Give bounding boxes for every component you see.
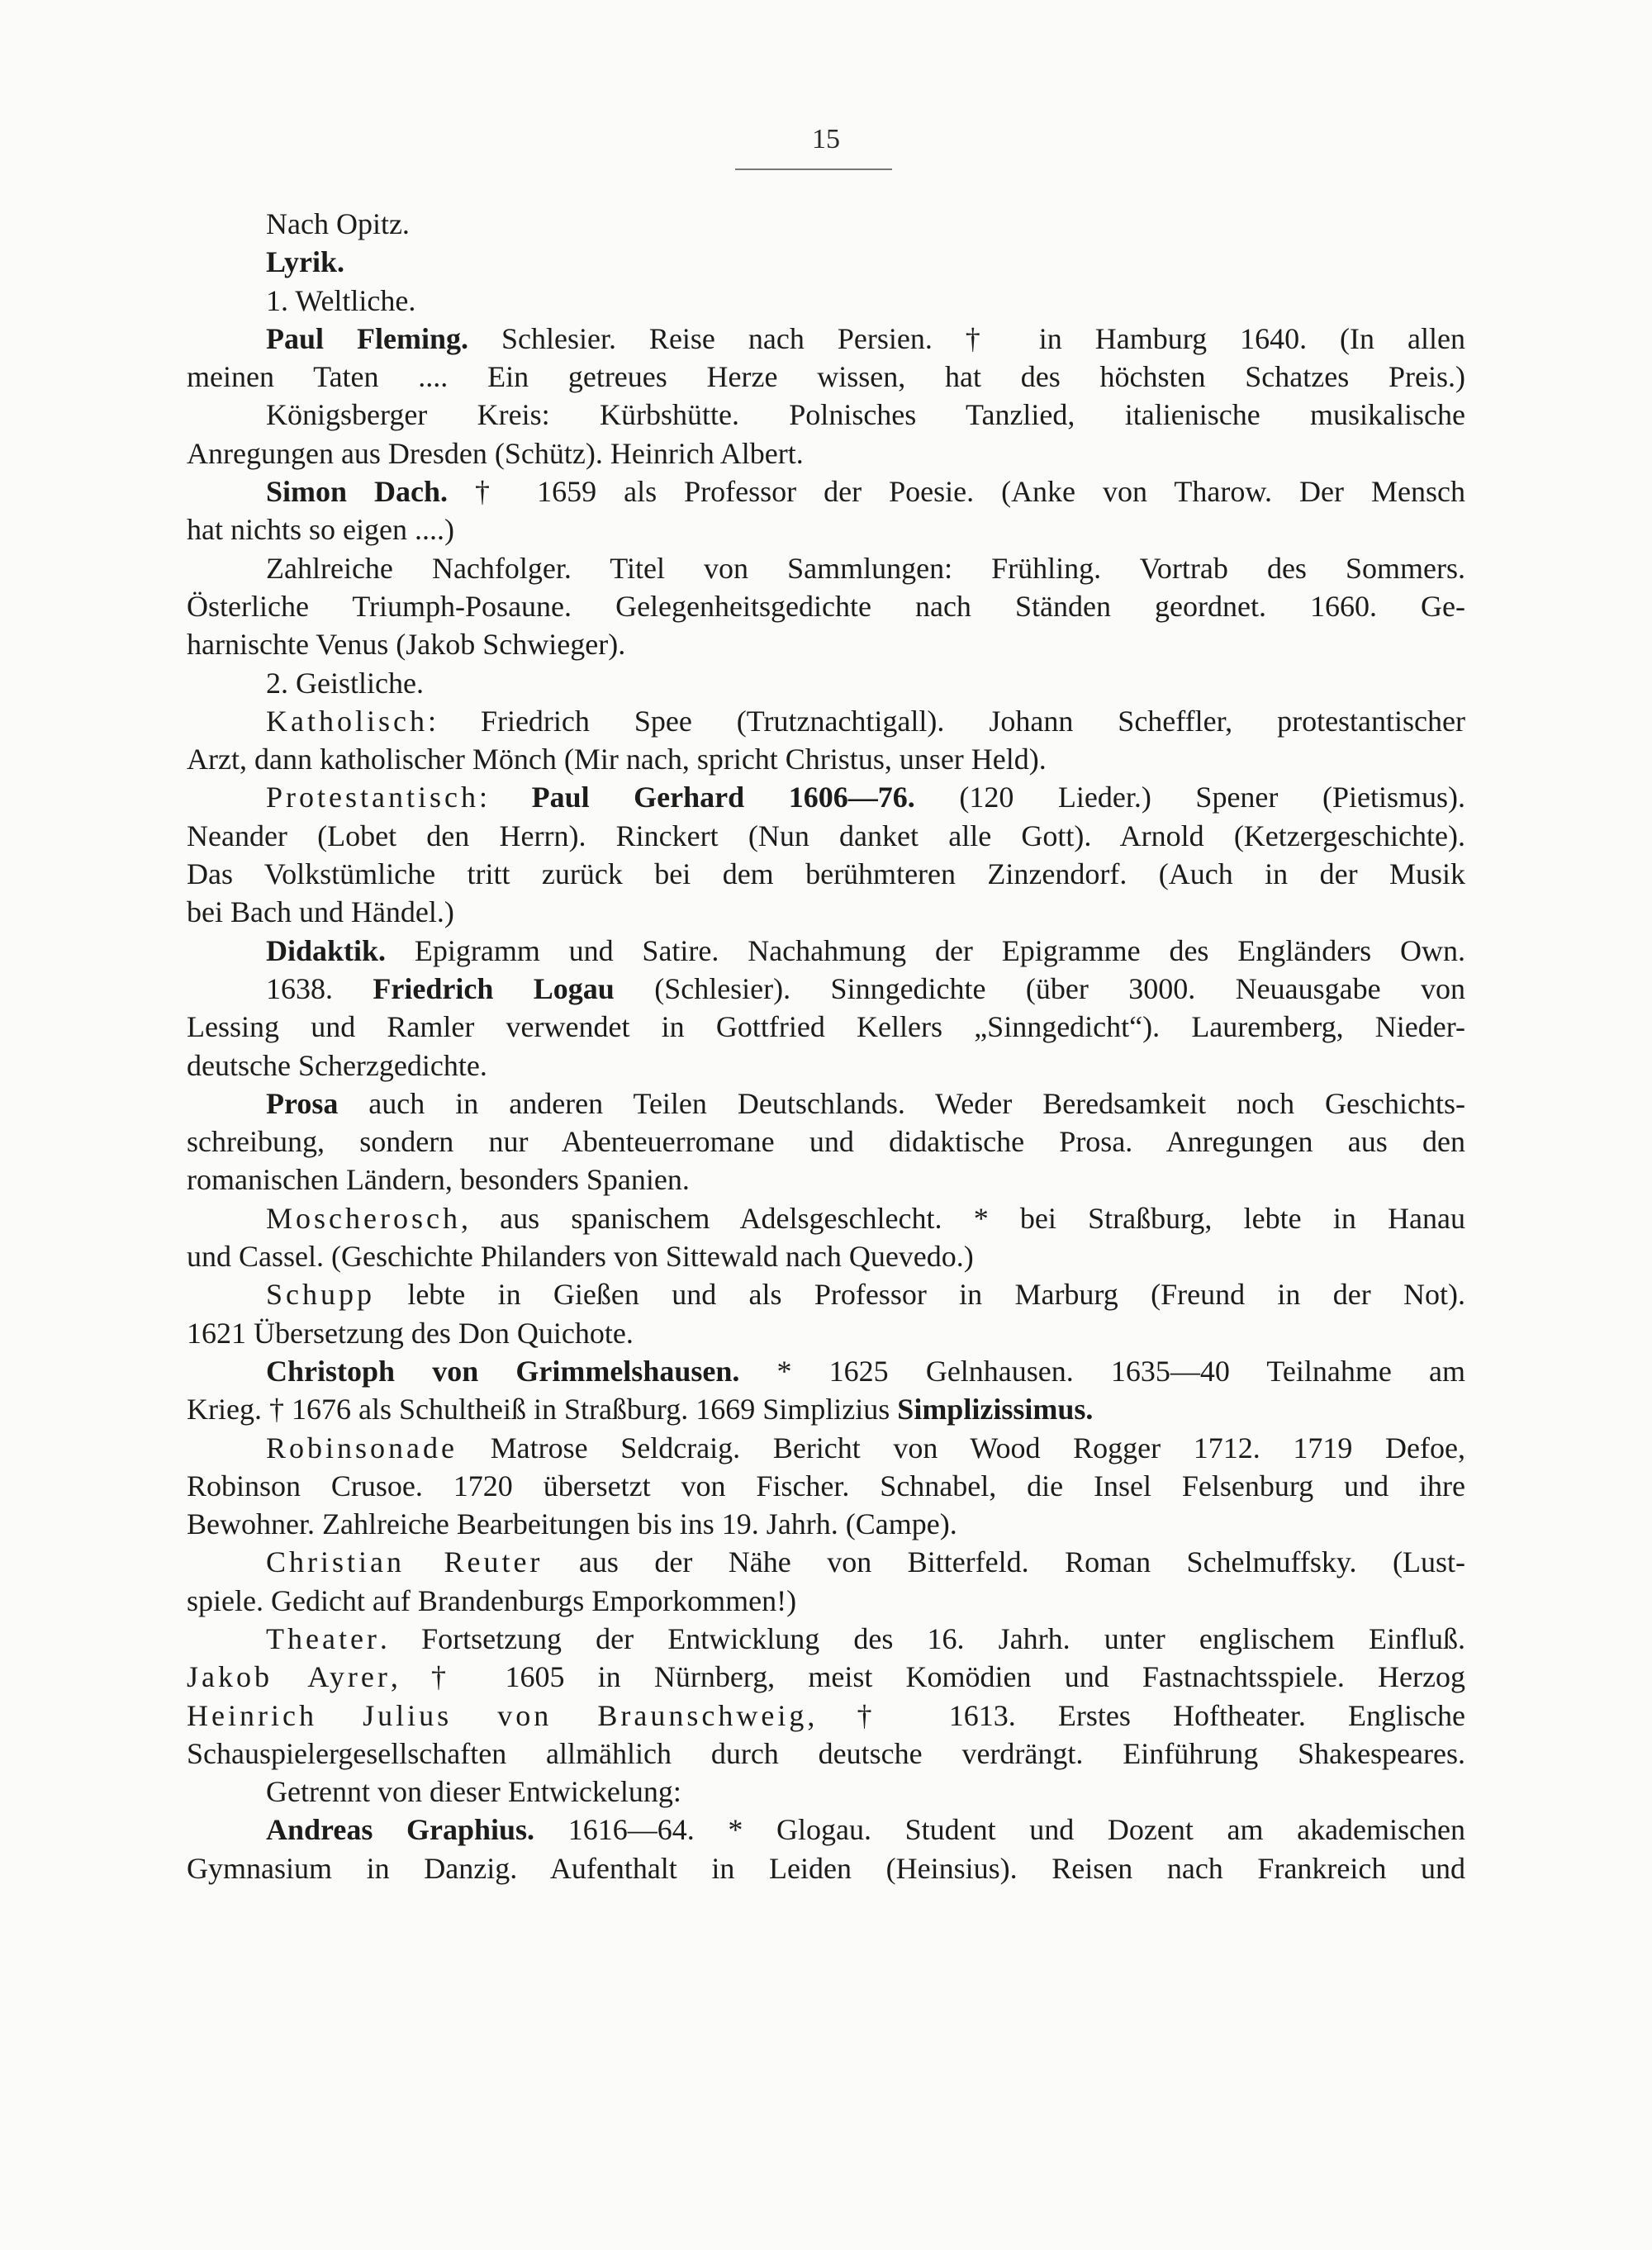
- text-line: [187, 587, 1465, 625]
- bold-name: Paul Fleming.: [266, 321, 468, 355]
- text-span: Bewohner. Zahlreiche Bearbeitungen bis ins 19. Jahrh. (Campe).: [187, 1507, 957, 1541]
- spaced-term: Heinrich Julius von Braunschweig: [187, 1698, 808, 1732]
- text-line: [187, 817, 1465, 855]
- text-line: [187, 625, 1465, 663]
- page-number: 15: [812, 124, 840, 154]
- text-line: [187, 1773, 1465, 1811]
- text-span: Schauspielergesellschaften allmählich durch deutsche verdrängt. Einführung Shakespeares.: [187, 1736, 1465, 1770]
- text-line: [187, 1123, 1465, 1161]
- bold-name: Andreas Graphius.: [266, 1813, 535, 1847]
- text-span: , † 1605 in Nürnberg, meist Komödien und Fastnachtsspiele. Herzog: [390, 1660, 1465, 1694]
- body-text: [187, 205, 1465, 1887]
- text-span: : Friedrich Spee (Trutznachtigall). Johann Scheffler, protestantischer: [427, 704, 1465, 738]
- text-line: [187, 1008, 1465, 1046]
- text-line: [187, 1352, 1465, 1390]
- text-line: [187, 855, 1465, 893]
- text-span: Matrose Seldcraig. Bericht von Wood Rogger 1712. 1719 Defoe,: [457, 1431, 1465, 1464]
- text-line: [187, 1582, 1465, 1620]
- text-line: [187, 1849, 1465, 1887]
- text-span: bei Bach und Händel.): [187, 895, 454, 929]
- text-line: [187, 932, 1465, 970]
- text-span: Arzt, dann katholischer Mönch (Mir nach, spricht Christus, unser Held).: [187, 743, 1047, 776]
- text-span: meinen Taten .... Ein getreues Herze wissen, hat des höchsten Schatzes Preis.): [187, 360, 1465, 394]
- text-span: † 1659 als Professor der Poesie. (Anke von Tharow. Der Mensch: [448, 475, 1465, 509]
- text-line: [187, 702, 1465, 740]
- text-line: [187, 358, 1465, 396]
- page-number-rule: [735, 169, 892, 170]
- text-span: Zahlreiche Nachfolger. Titel von Sammlungen: Frühling. Vortrab des Sommers.: [266, 551, 1465, 585]
- text-line: [187, 320, 1465, 358]
- text-span: Epigramm und Satire. Nachahmung der Epigramme des Engländers Own.: [386, 933, 1465, 967]
- text-span: romanischen Ländern, besonders Spanien.: [187, 1163, 690, 1197]
- bold-name: Simplizissimus.: [897, 1393, 1094, 1426]
- text-line: [187, 1161, 1465, 1199]
- text-line: [187, 1620, 1465, 1658]
- bold-name: Didaktik.: [266, 933, 387, 967]
- text-span: spiele. Gedicht auf Brandenburgs Emporkommen!): [187, 1583, 797, 1617]
- text-span: Österliche Triumph-Posaune. Gelegenheitsgedichte nach Ständen geordnet. 1660. Ge-: [187, 589, 1465, 623]
- text-line: [187, 282, 1465, 320]
- text-line: [187, 1658, 1465, 1696]
- text-span: aus der Nähe von Bitterfeld. Roman Schelmuffsky. (Lust-: [543, 1545, 1465, 1579]
- text-line: [187, 243, 1465, 281]
- text-line: [187, 1429, 1465, 1467]
- text-line: [187, 1390, 1465, 1428]
- text-line: [187, 1467, 1465, 1505]
- text-line: [187, 1314, 1465, 1352]
- text-line: [187, 205, 1465, 243]
- text-line: [187, 1811, 1465, 1849]
- text-span: lebte in Gießen und als Professor in Marburg (Freund in der Not).: [375, 1278, 1465, 1312]
- bold-name: Paul Gerhard 1606—76.: [531, 781, 915, 814]
- text-line: [187, 472, 1465, 510]
- text-line: [187, 1543, 1465, 1581]
- bold-name: Friedrich Logau: [373, 971, 615, 1005]
- text-span: . Fortsetzung der Entwicklung des 16. Jahrh. unter englischem Einfluß.: [379, 1621, 1465, 1655]
- bold-name: Lyrik.: [266, 245, 345, 279]
- text-span: * 1625 Gelnhausen. 1635—40 Teilnahme am: [739, 1354, 1465, 1388]
- text-span: Das Volkstümliche tritt zurück bei dem berühmteren Zinzendorf. (Auch in der Musik: [187, 857, 1465, 891]
- text-span: 1616—64. * Glogau. Student und Dozent am akademischen: [534, 1813, 1465, 1847]
- spaced-term: Katholisch: [266, 704, 428, 738]
- text-span: , † 1613. Erstes Hoftheater. Englische: [807, 1698, 1465, 1732]
- text-span: auch in anderen Teilen Deutschlands. Weder Beredsamkeit noch Geschichts-: [338, 1086, 1465, 1120]
- text-span: (120 Lieder.) Spener (Pietismus).: [914, 781, 1465, 814]
- text-span: Krieg. † 1676 als Schultheiß in Straßburg. 1669 Simplizius: [187, 1393, 898, 1426]
- text-line: [187, 1237, 1465, 1275]
- text-span: 1638.: [266, 971, 373, 1005]
- text-line: [187, 1735, 1465, 1773]
- text-line: [187, 970, 1465, 1008]
- text-line: [187, 1085, 1465, 1123]
- text-span: Königsberger Kreis: Kürbshütte. Polnisches Tanzlied, italienische musikalische: [266, 398, 1465, 432]
- text-span: Schlesier. Reise nach Persien. † in Hamburg 1640. (In allen: [468, 321, 1465, 355]
- text-line: [187, 1505, 1465, 1543]
- text-line: [187, 434, 1465, 472]
- text-span: 2. Geistliche.: [266, 666, 424, 700]
- text-span: Getrennt von dieser Entwickelung:: [266, 1775, 681, 1809]
- text-span: (Schlesier). Sinngedichte (über 3000. Neuausgabe von: [614, 971, 1465, 1005]
- text-span: Gymnasium in Danzig. Aufenthalt in Leiden (Heinsius). Reisen nach Frankreich und: [187, 1851, 1465, 1885]
- text-line: [187, 1047, 1465, 1085]
- text-span: Anregungen aus Dresden (Schütz). Heinrich Albert.: [187, 436, 804, 470]
- text-line: [187, 664, 1465, 702]
- bold-name: Prosa: [266, 1086, 339, 1120]
- text-span: Lessing und Ramler verwendet in Gottfried Kellers „Sinngedicht“). Lauremberg, Nieder-: [187, 1010, 1465, 1044]
- text-span: hat nichts so eigen ....): [187, 513, 454, 547]
- text-span: deutsche Scherzgedichte.: [187, 1048, 487, 1082]
- text-line: [187, 1275, 1465, 1313]
- text-span: Neander (Lobet den Herrn). Rinckert (Nun danket alle Gott). Arnold (Ketzergeschichte).: [187, 819, 1465, 852]
- text-span: schreibung, sondern nur Abenteuerromane und didaktische Prosa. Anregungen aus den: [187, 1125, 1465, 1159]
- spaced-term: Schupp: [266, 1278, 375, 1312]
- text-span: , aus spanischem Adelsgeschlecht. * bei Straßburg, lebte in Hanau: [460, 1201, 1465, 1235]
- text-span: und Cassel. (Geschichte Philanders von Sittewald nach Quevedo.): [187, 1240, 974, 1274]
- text-span: harnischte Venus (Jakob Schwieger).: [187, 628, 626, 662]
- text-line: [187, 1697, 1465, 1735]
- spaced-term: Robinsonade: [266, 1431, 458, 1464]
- text-span: Nach Opitz.: [266, 207, 410, 240]
- spaced-term: Theater: [266, 1621, 380, 1655]
- spaced-term: Jakob Ayrer: [187, 1660, 391, 1694]
- spaced-term: Protestantisch: [266, 781, 479, 814]
- text-line: [187, 778, 1465, 816]
- spaced-term: Moscherosch: [266, 1201, 461, 1235]
- text-span: 1621 Übersetzung des Don Quichote.: [187, 1316, 634, 1350]
- bold-name: Christoph von Grimmelshausen.: [266, 1354, 740, 1388]
- text-line: [187, 510, 1465, 548]
- text-line: [187, 740, 1465, 778]
- text-line: [187, 893, 1465, 931]
- text-span: :: [478, 781, 532, 814]
- text-line: [187, 1199, 1465, 1237]
- spaced-term: Christian Reuter: [266, 1545, 544, 1579]
- text-span: Robinson Crusoe. 1720 übersetzt von Fischer. Schnabel, die Insel Felsenburg und ihre: [187, 1469, 1465, 1502]
- bold-name: Simon Dach.: [266, 475, 449, 509]
- text-line: [187, 549, 1465, 587]
- text-span: 1. Weltliche.: [266, 283, 416, 317]
- text-line: [187, 396, 1465, 434]
